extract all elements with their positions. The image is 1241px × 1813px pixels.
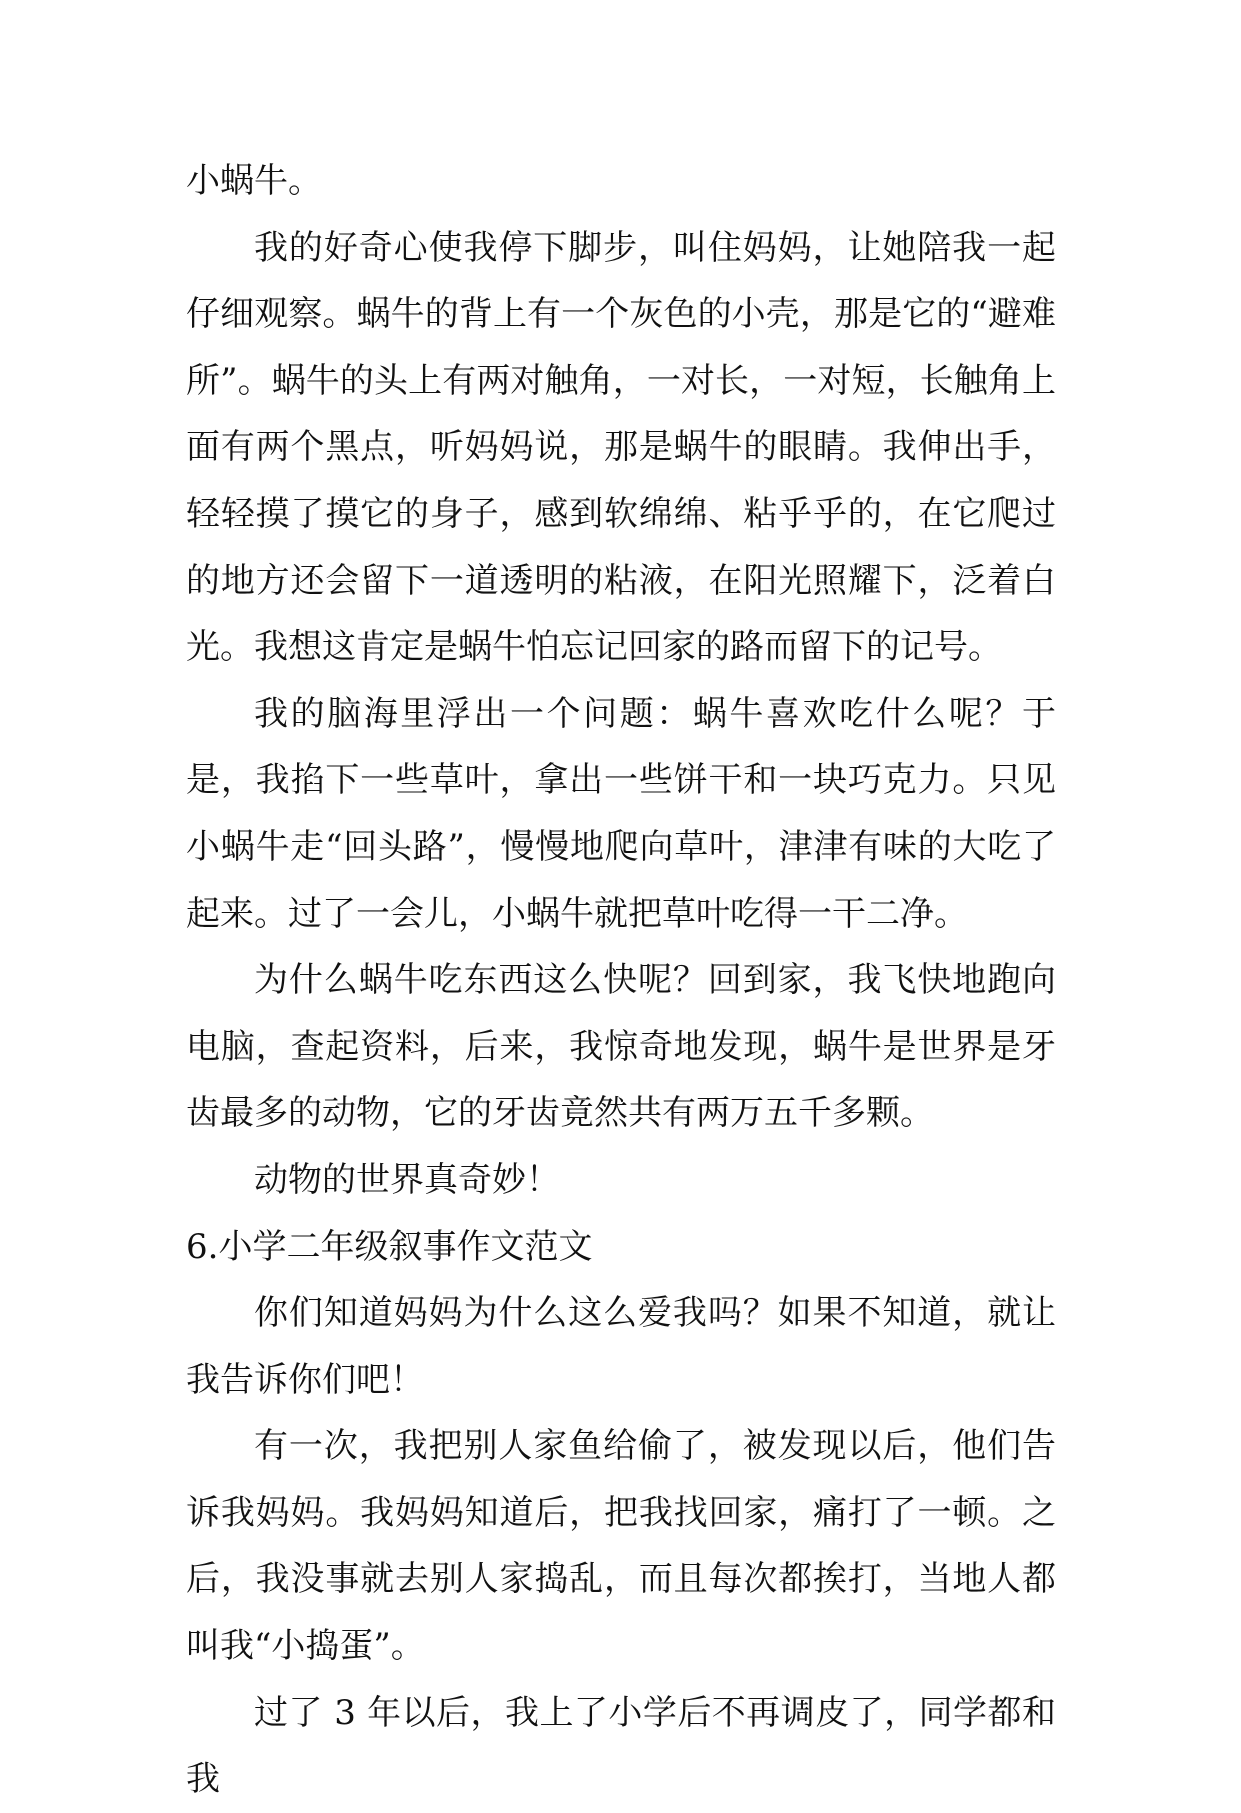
document-body	[186, 148, 1056, 1813]
paragraph-conclusion: 动物的世界真奇妙！	[254, 1159, 560, 1200]
section-heading: 6.小学二年级叙事作文范文	[186, 1226, 593, 1267]
paragraph-story: 有一次，我把别人家鱼给偷了，被发现以后，他们告诉我妈妈。我妈妈知道后，把我找回家，痛打了一顿。之后，我没事就去别人家捣乱，而且每次都挨打，当地人都叫我“小捣蛋”。	[186, 1426, 1056, 1667]
paragraph-intro: 你们知道妈妈为什么这么爱我吗？如果不知道，就让我告诉你们吧！	[186, 1293, 1056, 1400]
paragraph-teeth: 为什么蜗牛吃东西这么快呢？回到家，我飞快地跑向电脑，查起资料，后来，我惊奇地发现，蜗牛是世界是牙齿最多的动物，它的牙齿竟然共有两万五千多颗。	[186, 960, 1056, 1134]
paragraph-later: 过了 3 年以后，我上了小学后不再调皮了，同学都和我	[186, 1692, 1056, 1800]
paragraph-continuation: 小蜗牛。	[186, 161, 322, 201]
paragraph-observation: 我的好奇心使我停下脚步，叫住妈妈，让她陪我一起仔细观察。蜗牛的背上有一个灰色的小壳，那是它的“避难所”。蜗牛的头上有两对触角，一对长，一对短，长触角上面有两个黑点，听妈妈说，那是蜗牛的眼睛。我伸出手，轻轻摸了摸它的身子，感到软绵绵、粘乎乎的，在它爬过的地方还会留下一道透明的粘液，在阳光照耀下，泛着白光。我想这肯定是蜗牛怕忘记回家的路而留下的记号。	[186, 227, 1056, 668]
paragraph-feeding: 我的脑海里浮出一个问题：蜗牛喜欢吃什么呢？于是，我掐下一些草叶，拿出一些饼干和一块巧克力。只见小蜗牛走“回头路”，慢慢地爬向草叶，津津有味的大吃了起来。过了一会儿，小蜗牛就把草叶吃得一干二净。	[186, 693, 1056, 934]
